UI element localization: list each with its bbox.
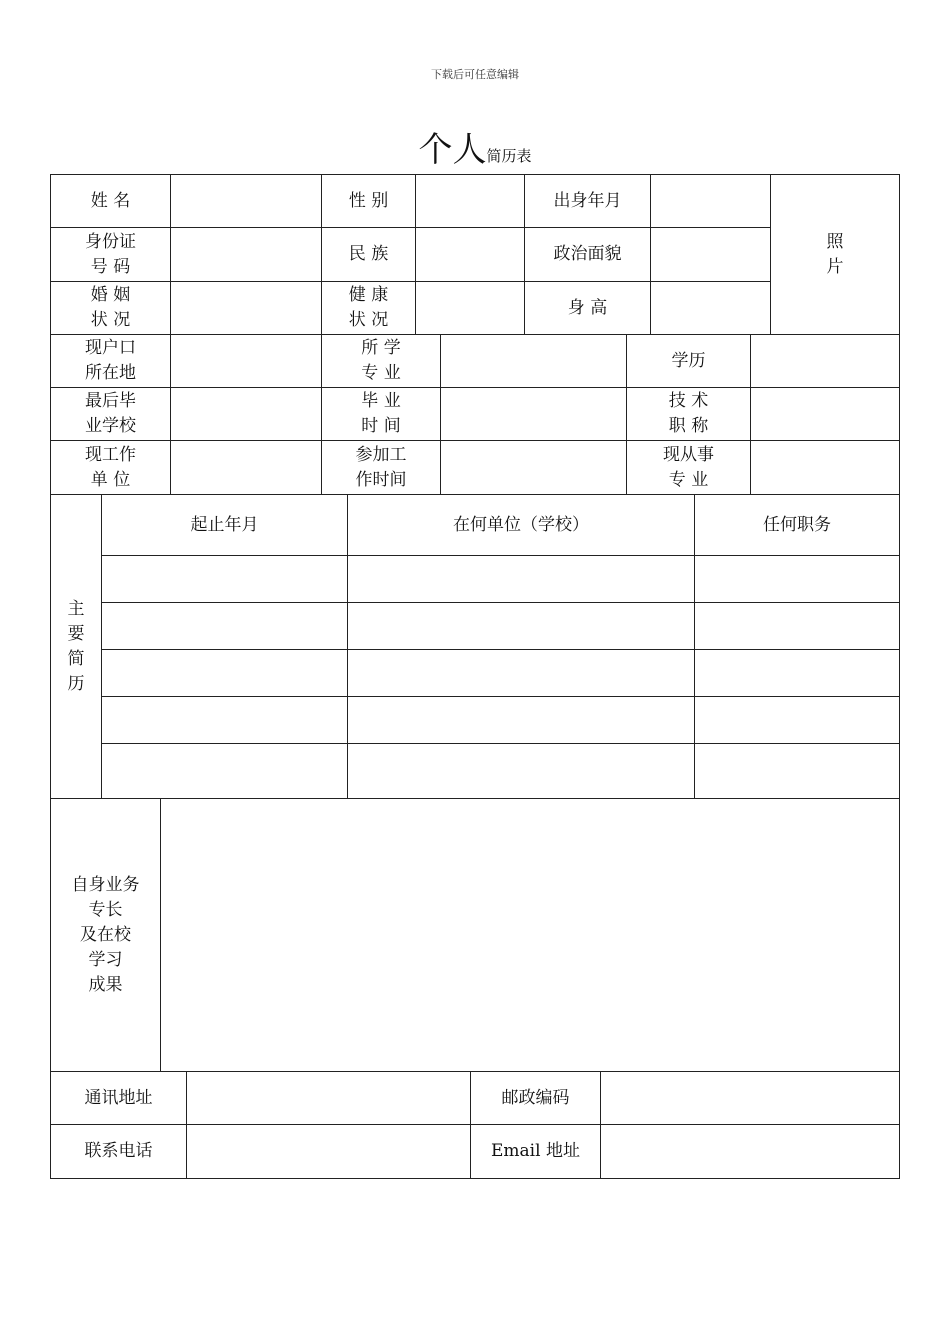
work-start-label [322, 441, 441, 495]
major-value[interactable] [441, 335, 627, 388]
position-cell[interactable] [695, 697, 900, 744]
health-label-line-1: 健 康 [348, 285, 389, 305]
basic-info-table [50, 174, 900, 335]
hukou-label [51, 335, 171, 388]
current-field-label-line-2: 专 业 [668, 469, 709, 490]
skills-label-line-3: 及在校 [80, 924, 131, 945]
id-label-line-2: 号 码 [90, 256, 131, 277]
current-field-label [627, 441, 751, 495]
table-row [51, 603, 900, 650]
ethnicity-value[interactable] [416, 228, 525, 282]
current-field-label-line-1: 现从事 [663, 444, 714, 465]
position-cell[interactable] [695, 603, 900, 650]
postcode-value[interactable] [601, 1072, 900, 1125]
gender-label: 性 别 [322, 175, 416, 228]
resume-table [50, 494, 900, 799]
header-note: 下载后可任意编辑 [431, 68, 519, 81]
resume-side-char-1: 主 [67, 598, 85, 619]
gender-value[interactable] [416, 175, 525, 228]
resume-side-char-4: 历 [67, 673, 85, 694]
resume-side-char-2: 要 [67, 623, 85, 644]
email-value[interactable] [601, 1125, 900, 1179]
organization-cell[interactable] [348, 744, 695, 799]
table-row [51, 650, 900, 697]
name-value[interactable] [171, 175, 322, 228]
grad-time-label-line-1: 毕 业 [361, 391, 401, 411]
marital-label-line-1: 婚 姻 [90, 285, 131, 305]
organization-cell[interactable] [348, 603, 695, 650]
school-label-line-2: 业学校 [85, 416, 136, 436]
phone-value[interactable] [187, 1125, 471, 1179]
period-cell[interactable] [102, 603, 348, 650]
page-title [0, 128, 950, 178]
resume-side-char-3: 简 [67, 648, 85, 669]
hukou-label-line-1: 现户口 [85, 338, 136, 358]
work-start-label-line-2: 作时间 [355, 469, 407, 490]
grad-time-label [322, 388, 441, 441]
photo-label-1: 照 [826, 231, 844, 252]
table-row [51, 744, 900, 799]
period-cell[interactable] [102, 650, 348, 697]
table-row [51, 556, 900, 603]
phone-label: 联系电话 [51, 1125, 187, 1179]
tech-title-label [627, 388, 751, 441]
email-label: Email 地址 [471, 1125, 601, 1179]
skills-value[interactable] [161, 799, 900, 1072]
education-info-table [50, 334, 900, 495]
employer-value[interactable] [171, 441, 322, 495]
photo-box[interactable] [771, 175, 900, 335]
tech-title-value[interactable] [751, 388, 900, 441]
position-cell[interactable] [695, 556, 900, 603]
column-header-organization: 在何单位（学校） [348, 495, 695, 556]
major-label-line-2: 专 业 [361, 363, 401, 383]
marital-label [51, 282, 171, 335]
health-label [322, 282, 416, 335]
major-label-line-1: 所 学 [361, 338, 401, 358]
photo-label-2: 片 [826, 256, 844, 277]
employer-label-line-1: 现工作 [85, 444, 136, 465]
name-label: 姓 名 [51, 175, 171, 228]
postcode-label: 邮政编码 [471, 1072, 601, 1125]
skills-label-line-4: 学习 [88, 949, 123, 970]
title-main: 个人 [418, 130, 487, 170]
position-cell[interactable] [695, 744, 900, 799]
health-value[interactable] [416, 282, 525, 335]
tech-title-label-line-1: 技 术 [668, 391, 709, 411]
skills-label-line-1: 自身业务 [71, 874, 140, 895]
political-label: 政治面貌 [525, 228, 651, 282]
height-value[interactable] [651, 282, 771, 335]
skills-label [51, 799, 161, 1072]
degree-label: 学历 [627, 335, 751, 388]
health-label-line-2: 状 况 [348, 310, 389, 330]
period-cell[interactable] [102, 744, 348, 799]
height-label: 身 高 [525, 282, 651, 335]
employer-label [51, 441, 171, 495]
hukou-label-line-2: 所在地 [85, 363, 136, 383]
ethnicity-label: 民 族 [322, 228, 416, 282]
degree-value[interactable] [751, 335, 900, 388]
table-row [51, 697, 900, 744]
birth-label: 出身年月 [525, 175, 651, 228]
address-value[interactable] [187, 1072, 471, 1125]
title-sub: 简历表 [486, 147, 532, 165]
id-value[interactable] [171, 228, 322, 282]
organization-cell[interactable] [348, 697, 695, 744]
skills-table [50, 798, 900, 1072]
skills-label-line-5: 成果 [88, 974, 123, 995]
employer-label-line-2: 单 位 [90, 469, 131, 490]
organization-cell[interactable] [348, 556, 695, 603]
work-start-label-line-1: 参加工 [355, 444, 407, 465]
contact-table [50, 1071, 900, 1179]
work-start-value[interactable] [441, 441, 627, 495]
political-value[interactable] [651, 228, 771, 282]
school-label [51, 388, 171, 441]
hukou-value[interactable] [171, 335, 322, 388]
grad-time-value[interactable] [441, 388, 627, 441]
current-field-value[interactable] [751, 441, 900, 495]
major-label [322, 335, 441, 388]
column-header-period: 起止年月 [102, 495, 348, 556]
birth-value[interactable] [651, 175, 771, 228]
period-cell[interactable] [102, 556, 348, 603]
marital-label-line-2: 状 况 [90, 310, 131, 330]
address-label: 通讯地址 [51, 1072, 187, 1125]
column-header-position: 任何职务 [695, 495, 900, 556]
skills-label-line-2: 专长 [88, 899, 123, 920]
marital-value[interactable] [171, 282, 322, 335]
period-cell[interactable] [102, 697, 348, 744]
organization-cell[interactable] [348, 650, 695, 697]
id-label-line-1: 身份证 [85, 231, 136, 252]
school-value[interactable] [171, 388, 322, 441]
tech-title-label-line-2: 职 称 [668, 416, 709, 436]
id-label [51, 228, 171, 282]
position-cell[interactable] [695, 650, 900, 697]
school-label-line-1: 最后毕 [85, 391, 136, 411]
resume-side-label [51, 495, 102, 799]
grad-time-label-line-2: 时 间 [361, 416, 401, 436]
